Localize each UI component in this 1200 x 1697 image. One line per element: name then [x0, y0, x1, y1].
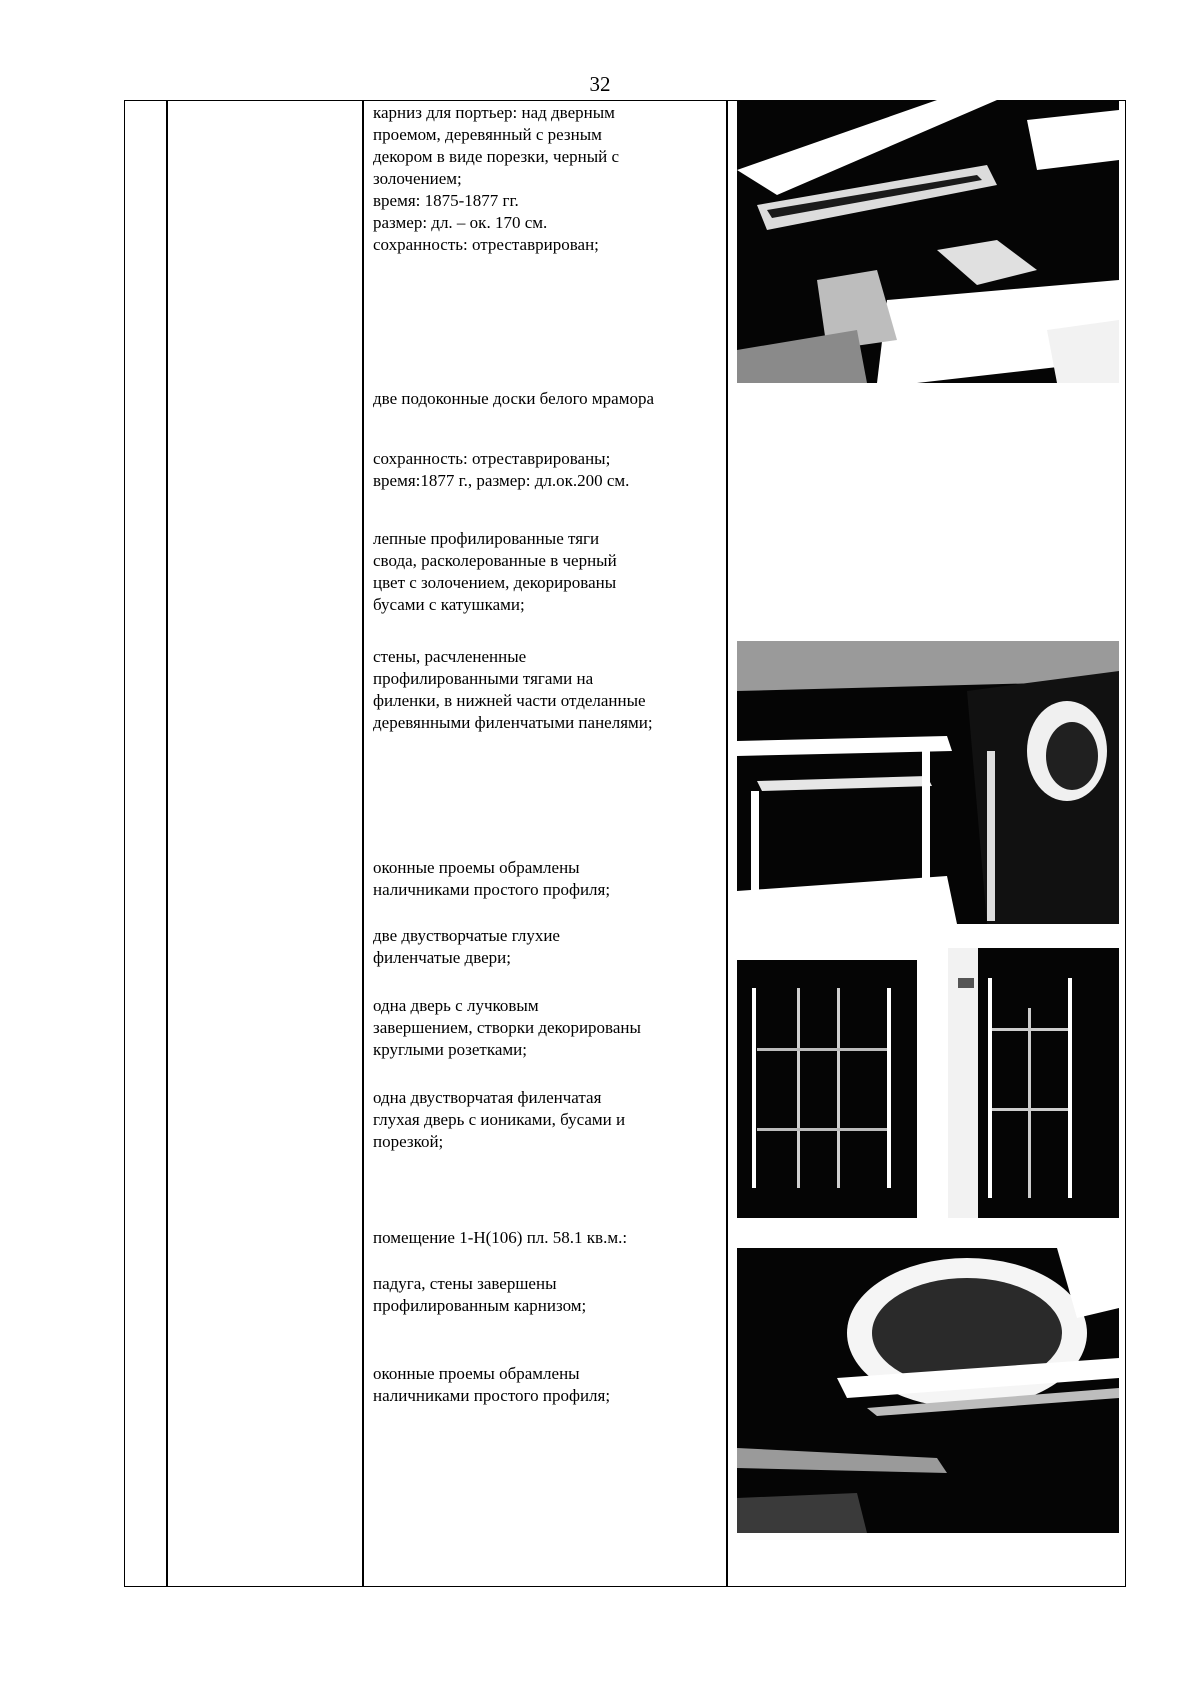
photo-double-door	[737, 948, 937, 1218]
column-divider-2	[362, 100, 364, 1587]
entry-window-frames: оконные проемы обрамлены наличниками простого профиля;	[373, 858, 611, 899]
entry-room-heading: помещение 1-Н(106) пл. 58.1 кв.м.:	[373, 1228, 628, 1247]
photo-curtain-cornice	[737, 100, 1119, 383]
photo-room-walls	[737, 641, 1119, 924]
entry-curtain-cornice: карниз для портьер: над дверным проемом, деревянный с резным декором в виде порезки, черный с золочением; время: 1875-1877 гг. размер: дл. – ок. 170 см. сохранность: отреставрирован;	[373, 103, 620, 254]
entry-sills-condition: сохранность: отреставрированы; время:1877 г., размер: дл.ок.200 см.	[373, 449, 630, 490]
entry-ionic-door: одна двустворчатая филенчатая глухая дверь с иониками, бусами и порезкой;	[373, 1088, 626, 1151]
entry-arched-door: одна дверь с лучковым завершением, створки декорированы круглыми розетками;	[373, 996, 641, 1059]
entry-double-doors: две двустворчатые глухие филенчатые двери;	[373, 926, 560, 967]
column-divider-3	[726, 100, 728, 1587]
entry-vault-moldings: лепные профилированные тяги свода, расколерованные в черный цвет с золочением, декорированы бусами с катушками;	[373, 529, 617, 614]
entry-window-frames-2: оконные проемы обрамлены наличниками простого профиля;	[373, 1364, 611, 1405]
entry-marble-sills: две подоконные доски белого мрамора	[373, 389, 655, 408]
photo-arched-door	[948, 948, 1119, 1218]
column-divider-1	[166, 100, 168, 1587]
page-number: 32	[589, 72, 611, 96]
photo-cove-ceiling	[737, 1248, 1119, 1533]
entry-walls: стены, расчлененные профилированными тягами на филенки, в нижней части отделанные деревянными филенчатыми панелями;	[373, 647, 653, 732]
entry-cove-cornice: падуга, стены завершены профилированным карнизом;	[373, 1274, 587, 1315]
